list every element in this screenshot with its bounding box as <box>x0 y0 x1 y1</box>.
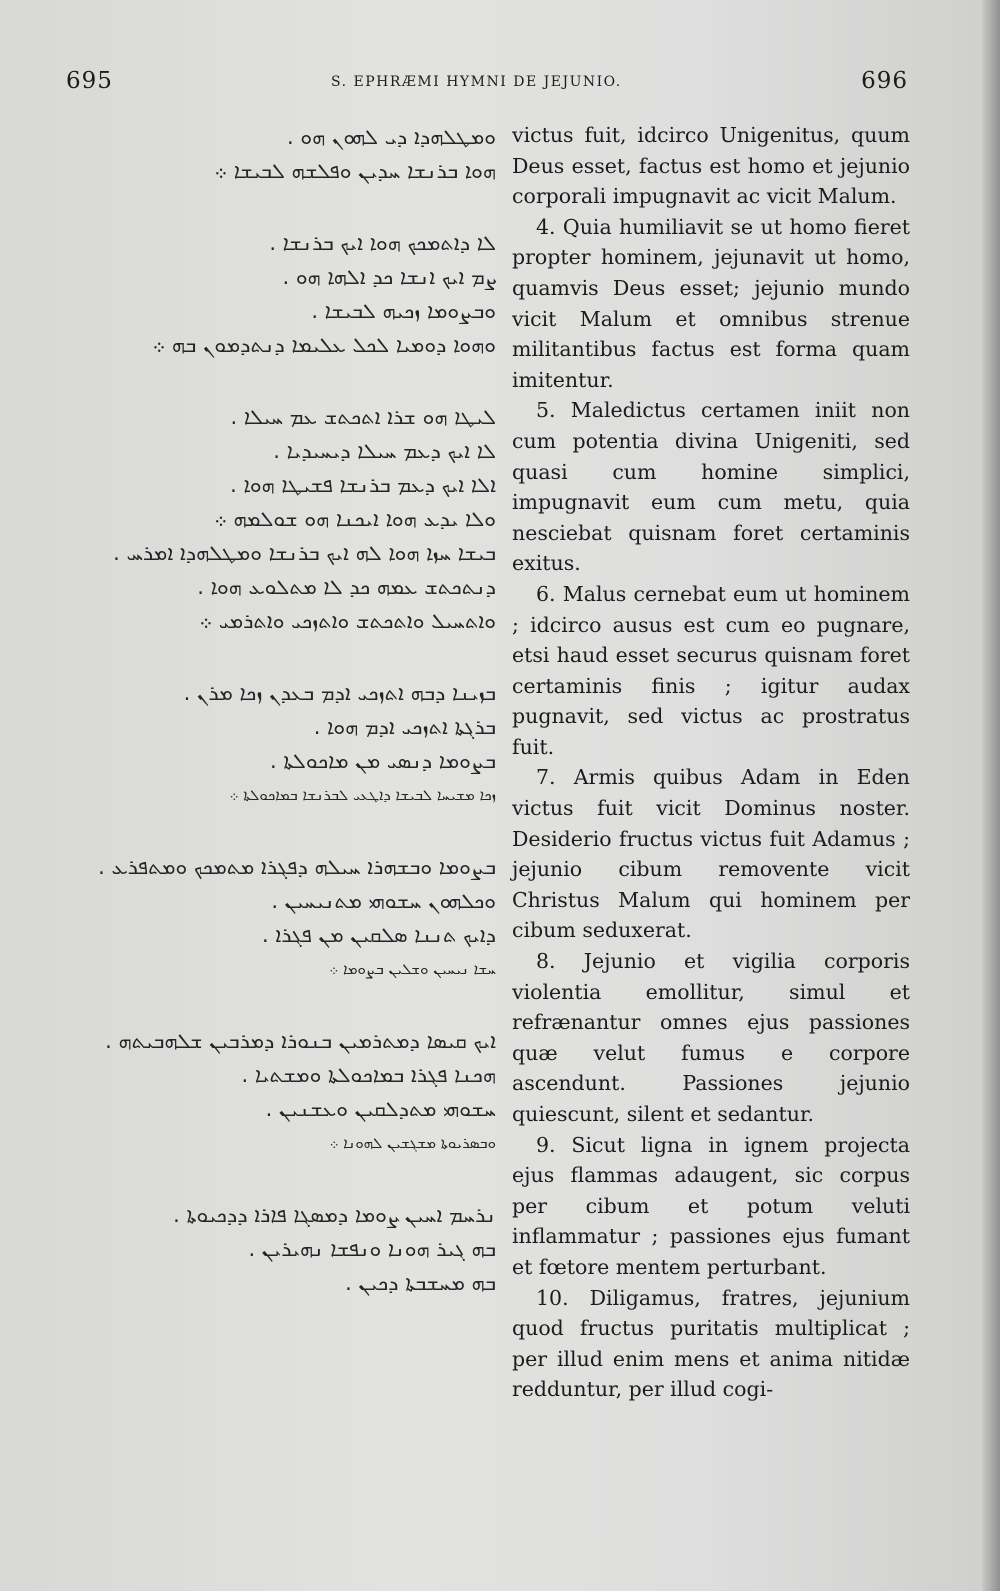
latin-paragraph: 8. Jejunio et vigilia corporis violentia emollitur, simul et refrænantur omnes ejus passiones quæ velut fumus e corpore ascendunt. Passiones jejunio quiescunt, silent et sedantur. <box>512 949 910 1126</box>
syriac-line: ܘܒܨܘܡܐ ܙܟܝܗ ܠܒܝܫܐ . <box>311 299 496 323</box>
syriac-line: ܗܟܢܐ ܦܓܪܐ ܒܡܐܟܘܠܬܐ ܘܡܫܬܝܐ . <box>241 1063 496 1087</box>
syriac-line: ܒܙܝܢܐ ܕܒܗ ܐܬܙܟܝ ܐܕܡ ܒܥܕܢ ܙܟܐ ܡܪܢ . <box>183 681 496 705</box>
syriac-line: ܠܝܛܐ ܗܘ ܫܪܐ ܐܬܟܬܫ ܥܡ ܚܝܠܐ . <box>230 405 496 429</box>
syriac-line: ܒܗ ܡܚܫܒܬܐ ܕܟܝܢ . <box>345 1271 496 1295</box>
syriac-stanza <box>58 226 496 362</box>
syriac-line: ܒܗ ܓܝܪ ܗܘܢܐ ܘܢܦܫܐ ܢܗܝܪܝܢ . <box>248 1237 496 1261</box>
latin-paragraph: 9. Sicut ligna in ignem projecta ejus flammas adaugent, sic corpus per cibum et potum veluti inflammatur ; passiones ejus fumant et fœtore mentem perturbant. <box>512 1132 910 1279</box>
syriac-line: ܠܐ ܐܝܟ ܕܥܡ ܚܝܠܐ ܕܝܚܝܕܝܐ . <box>273 439 496 463</box>
latin-paragraph: 4. Quia humiliavit se ut homo fieret propter hominem, jejunavit ut homo, quamvis Deus esset; jejunio mundo vicit Malum et omnibus strenue militantibus factus est forma quam imitentur. <box>512 214 910 392</box>
syriac-line: ܘܡܛܠܗܕܐ ܕܝ ܠܗܘܢ ܗܘ . <box>287 125 496 149</box>
syriac-line: ܒܨܘܡܐ ܘܒܫܗܪܐ ܚܝܠܗ ܕܦܓܪܐ ܡܬܡܟܟ ܘܡܬܦܪܥ . <box>98 855 496 879</box>
syriac-stanza <box>58 1198 496 1300</box>
latin-paragraph: 7. Armis quibus Adam in Eden victus fuit vicit Dominus noster. Desiderio fructus victus fuit Adamus ; jejunio cibum removente vicit Christus Malum qui hominem per cibum seduxerat. <box>512 765 910 943</box>
latin-text-column <box>512 120 910 1405</box>
running-header <box>66 68 908 98</box>
latin-paragraph: 6. Malus cernebat eum ut hominem ; idcirco ausus est cum eo pugnare, etsi haud esset securus quisnam foret certaminis finis ; igitur audax pugnavit, sed victus ac prostratus fuit. <box>512 581 910 759</box>
latin-paragraph: victus fuit, idcirco Unigenitus, quum Deus esset, factus est homo et jejunio corporali impugnavit ac vicit Malum. <box>512 123 910 209</box>
syriac-line: ܘܟܠܗܘܢ ܚܫܘܗܝ ܡܬܢܝܚܝܢ . <box>271 889 496 913</box>
syriac-line: ܚܫܐ ܢܝܚܝܢ ܘܫܠܝܢ ܒܨܘܡܐ ܀ <box>329 960 496 978</box>
syriac-line: ܗܘܐ ܒܪܢܫܐ ܚܕܝܢ ܘܦܠܫܗ ܠܒܝܫܐ ܀ <box>214 159 496 183</box>
syriac-line: ܨܡ ܐܝܟ ܐܢܫܐ ܟܕ ܐܠܗܐ ܗܘ . <box>282 265 496 289</box>
page-edge-shadow <box>982 0 1000 1591</box>
syriac-stanza <box>58 400 496 638</box>
page-number-left: 695 <box>66 68 113 94</box>
syriac-line: ܒܝܫܐ ܚܙܐ ܗܘܐ ܠܗ ܐܝܟ ܒܪܢܫܐ ܘܡܛܠܗܕܐ ܐܡܪܚ . <box>113 541 496 565</box>
syriac-line: ܐܝܟ ܩܝܣܐ ܕܡܬܪܡܝܢ ܒܢܘܪܐ ܕܡܪܒܝܢ ܫܠܗܒܝܬܗ . <box>105 1029 496 1053</box>
syriac-line: ܠܐ ܕܐܬܡܟܟ ܗܘܐ ܐܝܟ ܒܪܢܫܐ . <box>269 231 496 255</box>
syriac-line: ܒܨܘܡܐ ܕܢܣܝ ܡܢ ܡܐܟܘܠܬܐ . <box>269 749 496 773</box>
syriac-line: ܘܒܣܪܝܘܬܐ ܡܫܓܫܝܢ ܠܗܘܢܐ ܀ <box>329 1134 496 1152</box>
running-title: S. EPHRÆMI HYMNI DE JEJUNIO. <box>331 74 622 90</box>
syriac-line: ܘܗܘܐ ܕܘܡܝܐ ܠܟܠ ܥܠܝܡܐ ܕܢܬܕܡܘܢ ܒܗ ܀ <box>152 333 496 357</box>
page-number-right: 696 <box>861 68 908 94</box>
syriac-line: ܚܫܘܗܝ ܡܬܕܠܩܝܢ ܘܥܫܢܝܢ . <box>265 1097 496 1121</box>
latin-paragraph: 5. Maledictus certamen iniit non cum potentia divina Unigeniti, sed quasi cum homine simplici, impugnavit eum cum metu, quia nesciebat quisnam foret certaminis exitus. <box>512 398 910 576</box>
syriac-stanza <box>58 1024 496 1160</box>
syriac-line: ܙܟܐ ܡܫܝܚܐ ܠܒܝܫܐ ܕܐܛܥܝ ܠܒܪܢܫܐ ܒܡܐܟܘܠܬܐ ܀ <box>229 786 496 804</box>
syriac-line: ܒܪܓܬܐ ܐܬܙܟܝ ܐܕܡ ܗܘܐ . <box>313 715 496 739</box>
latin-paragraph: 10. Diligamus, fratres, jejunium quod fructus puritatis multiplicat ; per illud enim mens et anima nitidæ redduntur, per illud cogi- <box>512 1285 910 1402</box>
syriac-line: ܕܢܬܟܬܫ ܥܡܗ ܟܕ ܠܐ ܡܬܠܘܥ ܗܘܐ . <box>197 575 496 599</box>
syriac-stanza <box>58 676 496 812</box>
syriac-stanza <box>58 850 496 986</box>
syriac-line: ܘܐܬܚܝܠ ܘܐܬܟܬܫ ܘܐܬܙܟܝ ܘܐܬܪܡܝ ܀ <box>199 609 496 633</box>
syriac-line: ܘܠܐ ܝܕܥ ܗܘܐ ܐܝܟܢܐ ܗܘ ܫܘܠܡܗ ܀ <box>214 507 496 531</box>
syriac-text-column <box>58 120 496 1400</box>
syriac-stanza <box>58 120 496 188</box>
syriac-line: ܢܪܚܡ ܐܚܝܢ ܨܘܡܐ ܕܡܣܓܐ ܦܐܪܐ ܕܕܟܝܘܬܐ . <box>173 1203 496 1227</box>
syriac-line: ܕܐܝܟ ܬܢܢܐ ܣܠܩܝܢ ܡܢ ܦܓܪܐ . <box>261 923 496 947</box>
syriac-line: ܐܠܐ ܐܝܟ ܕܥܡ ܒܪܢܫܐ ܦܫܝܛܐ ܗܘܐ . <box>230 473 496 497</box>
